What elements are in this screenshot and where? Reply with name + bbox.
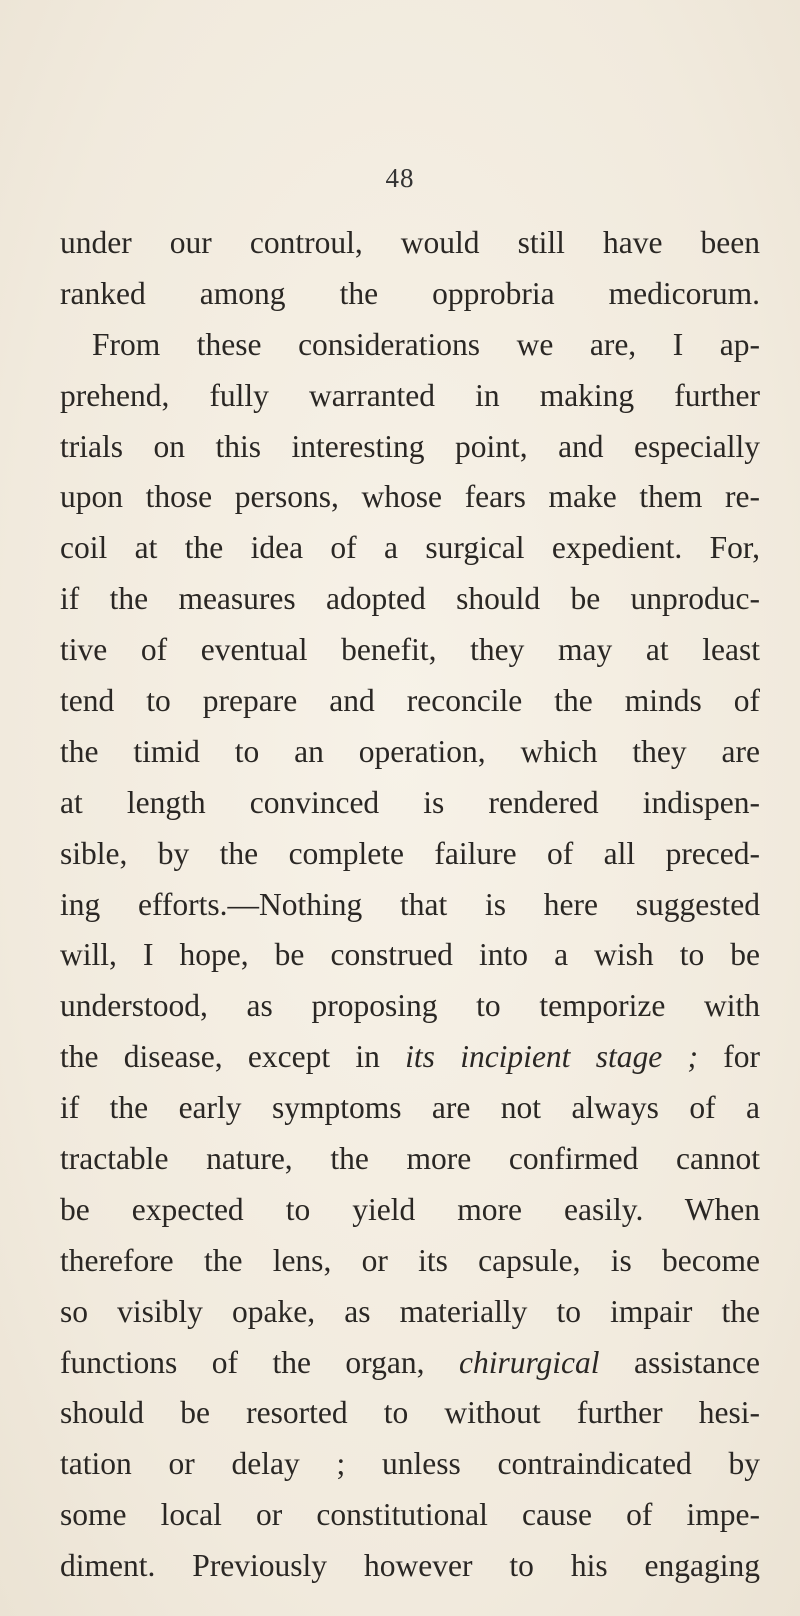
text-run: assistance	[599, 1344, 760, 1380]
text-line: if the early symptoms are not always of a	[60, 1090, 760, 1126]
text-line: be expected to yield more easily. When	[60, 1191, 760, 1227]
text-run: functions of the organ,	[60, 1344, 459, 1380]
text-line: some local or constitutional cause of impe-	[60, 1497, 760, 1533]
text-line: tive of eventual benefit, they may at least	[60, 632, 760, 668]
text-line: should be resorted to without further hesi-	[60, 1395, 760, 1431]
text-line: therefore the lens, or its capsule, is become	[60, 1242, 760, 1278]
text-line: diment. Previously however to his engaging	[60, 1548, 760, 1584]
body-text	[60, 218, 760, 1592]
italic-phrase: its incipient stage ;	[405, 1039, 698, 1075]
page-number: 48	[385, 163, 415, 193]
text-line	[60, 1032, 760, 1083]
text-line: trials on this interesting point, and especially	[60, 428, 760, 464]
text-line: will, I hope, be construed into a wish to be	[60, 937, 760, 973]
text-line: ranked among the opprobria medicorum.	[60, 275, 760, 311]
text-line: coil at the idea of a surgical expedient. For,	[60, 530, 760, 566]
text-line: ing efforts.—Nothing that is here suggested	[60, 886, 760, 922]
italic-word: chirurgical	[458, 1344, 600, 1380]
text-line: understood, as proposing to temporize with	[60, 988, 760, 1024]
text-line: From these considerations we are, I ap-	[92, 326, 760, 362]
text-line: so visibly opake, as materially to impair the	[60, 1293, 760, 1329]
text-line: tractable nature, the more confirmed cannot	[60, 1141, 760, 1177]
text-run: the disease, except in	[60, 1039, 406, 1075]
text-run: for	[697, 1039, 760, 1075]
text-line: prehend, fully warranted in making further	[60, 377, 760, 413]
text-line: at length convinced is rendered indispen-	[60, 784, 760, 820]
text-line: upon those persons, whose fears make them re-	[60, 479, 760, 515]
text-line: under our controul, would still have been	[60, 225, 760, 260]
text-line: if the measures adopted should be unproduc-	[60, 581, 760, 617]
text-line: the timid to an operation, which they are	[60, 733, 760, 769]
text-line: sible, by the complete failure of all preced-	[60, 835, 760, 871]
text-line: tation or delay ; unless contraindicated by	[60, 1446, 760, 1482]
text-line: tend to prepare and reconcile the minds of	[60, 683, 760, 719]
text-line	[60, 1338, 760, 1389]
